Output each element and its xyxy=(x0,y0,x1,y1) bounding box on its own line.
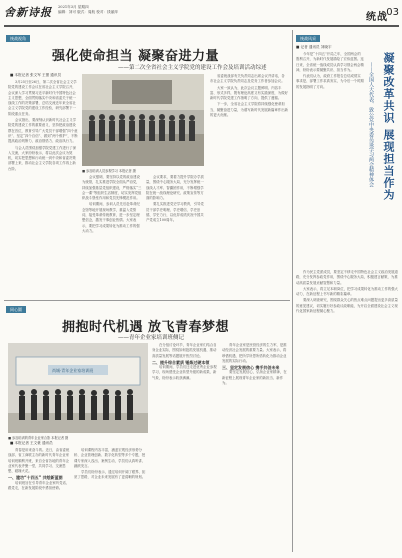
article1-byline: ■ 本报记者 张文军 王蕾 通讯员 xyxy=(10,73,62,77)
paragraph: 培训期间，学员们还走进优秀企业参观学习，现场感受企业转型升级的新成果、新气象，纷纷表示收获满满。 xyxy=(152,365,217,380)
banner-sign-text: 尚城·青年企业家培训班 xyxy=(52,368,94,373)
paragraph: 今年是“十四五”开局之年，全国两会的胜利召开，为新时代发展描绘了宏伟蓝图。连日来，全省统一战线成员认真学习领会两会精神，纷纷表示要凝聚共识、担当作为。 xyxy=(296,52,364,72)
issue-editors: 编辑：刘可 版式：周航 校对：钱丽萍 xyxy=(58,10,118,14)
paragraph: 培训课程内容丰富，涵盖宏观经济形势分析、企业管理创新、数字化转型等多个专题，授课专家深入浅出、案例生动，学员们认真听讲、踊跃发言。 xyxy=(74,448,146,468)
article2-tag: 同心圆 xyxy=(6,306,26,313)
article2-photo xyxy=(8,343,148,433)
issue-info xyxy=(58,5,178,15)
article2-title: 拥抱时代机遇 放飞青春梦想 xyxy=(62,320,230,335)
article2-subhead-2: 二、提升综合素质 锤炼过硬本领 xyxy=(152,359,210,365)
group-photo-illustration xyxy=(82,74,204,166)
paragraph: 省委统战部有关负责同志出席会议并讲话，各市社会主义学院负责同志及党务工作者参加会议。 xyxy=(210,74,285,84)
article3-byline: ■ 记者 通讯员 刘晓宇 xyxy=(296,45,332,49)
masthead xyxy=(0,0,402,27)
article1-title: 强化使命担当 凝聚奋进力量 xyxy=(52,49,220,64)
paragraph: 会议指出，要深刻认识新时代社会主义学院党的建设工作的重要意义，坚持把政治建设摆在首位，教育引导广大党员干部增强“四个意识”、坚定“四个自信”、做到“两个维护”，不断提高政治判断力、政治领悟力、政治执行力。 xyxy=(8,118,78,144)
page-number: 03 xyxy=(386,7,399,18)
column-divider xyxy=(292,30,293,552)
paragraph: 要坚定发展信心，弘扬企业家精神，在新征程上展现青年企业家的新担当、新作为。 xyxy=(222,370,287,386)
paragraph: 作为民主党派成员，要坚定不移走中国特色社会主义政治发展道路，充分发挥参政党作用，围绕中心服务大局，积极建言献策，为推动高质量发展贡献智慧和力量。 xyxy=(296,270,398,285)
article2-column-2 xyxy=(74,448,146,548)
article1-tag: 统战视角 xyxy=(6,35,30,42)
paragraph: 大家一致认为，此次会议主题鲜明、内容丰富、形式多样，既有理论高度又有实践深度，为做好新时代学院党建工作指明了方向，提供了遵循。 xyxy=(210,85,288,101)
article2-byline: ■ 本报记者 王文豪 通讯员 xyxy=(10,441,53,445)
paragraph: 会议要求，要着力提升学院办学质量，围绕中心服务大局，充分发挥统一战线人才库、智囊团作用，不断增强学院在统一战线理论研究、政策宣传等方面的影响力。 xyxy=(146,175,204,201)
paragraph: 大家表示，将立足本职岗位，把学习成果转化为推动工作的强大动力，在新征程上书写新的精彩篇章。 xyxy=(296,286,398,297)
paragraph: 培训期间，参训人员先后赴革命纪念馆等地开展现场教学，重温入党誓词，接受革命传统教育，进一步坚定理想信念，激发干事创业热情。大家表示，要把学习成果转化为推动工作的强大动力。 xyxy=(82,202,140,233)
article2-column-3 xyxy=(152,343,218,548)
article2-column-1 xyxy=(8,448,70,548)
article1-column-1 xyxy=(8,80,78,290)
article1-photo xyxy=(82,74,204,166)
article1-subtitle: ——第二次全省社会主义学院党的建设工作会及培训活动综述 xyxy=(118,65,267,71)
paragraph: 3月25日至26日，第二次全省社会主义学院党的建设工作会议在省社会主义学院召开，会议深入学习贯彻习近平新时代中国特色社会主义思想，全面贯彻落实中央和省委关于统一战线工作的决策部署，总结交流近年来全省社会主义学院党的建设工作经验，研究部署下一阶段重点任务。 xyxy=(8,80,77,116)
paragraph: 要深入调查研究，围绕群众关心的热点难点问题提出更多高质量的意见建议，切实履行好参政议政职能，为开启全面建设社会主义现代化国家新征程凝心聚力。 xyxy=(296,298,398,314)
article2-subhead-1: 一、建功“十四五” 共绘新蓝图 xyxy=(8,475,63,481)
article2-subtitle: ——青年企业家培训班侧记 xyxy=(118,335,185,341)
paragraph: 青年企业家是民营经济的生力军，是推动经济社会发展的重要力量。大家表示，将珍惜机遇，把所学所思所悟转化为推动企业发展的实际行动。 xyxy=(222,343,287,363)
group-photo-illustration xyxy=(8,343,148,433)
article3-tag: 统战风采 xyxy=(296,35,320,42)
article3-title: 凝聚改革共识 展现担当作为 xyxy=(382,52,395,201)
paragraph: 下一步，全省社会主义学院将持续强化使命担当，凝聚奋进力量，为谱写新时代发展新篇章作出新的更大贡献。 xyxy=(210,102,288,118)
article2-photo-caption: ■ 参加培训的青年企业家合影 本报记者 摄 xyxy=(8,436,69,440)
article1-column-4 xyxy=(210,74,288,294)
paragraph: 与会人员围绕加强学院党建工作进行了深入交流，大家纷纷表示，将以此次会议为契机，切实把思想和行动统一到中央和省委决策部署上来，推动社会主义学院各项工作再上新台阶。 xyxy=(8,145,77,171)
paragraph: 要扎实推进党史学习教育，引导党员干部学史明理、学史增信、学史崇德、学史力行，以优异成绩庆祝中国共产党成立100周年。 xyxy=(146,202,204,223)
article1-column-3 xyxy=(146,175,206,295)
article3-column-2 xyxy=(296,270,398,550)
masthead-rule xyxy=(4,25,399,27)
paragraph: 会议强调，要坚持以党的政治建设为统领，扎实推进学院全面从严治党，持续加强基层党组织建设，严格落实“三会一课”等组织生活制度，切实发挥党组织战斗堡垒作用和党员先锋模范作用。 xyxy=(82,175,142,201)
article3-column-1 xyxy=(296,52,364,264)
newspaper-logo: 舍新诗报 xyxy=(4,6,52,19)
section-title: 统战 xyxy=(366,12,388,23)
paragraph: 青春是用来奋斗的。近日，由省委统战部、省工商联主办的新时代青年企业家培训班顺利开班，来自全省各地的青年企业家代表齐聚一堂，共同学习、交流思想、碰撞火花。 xyxy=(8,448,70,474)
paragraph: 在分组讨论环节，青年企业家们结合自身企业实际，围绕如何抢抓发展机遇、推动高质量发展等话题展开热烈讨论。 xyxy=(152,343,217,358)
article1-column-2 xyxy=(82,175,142,295)
paragraph: 培训班旨在引导青年企业家听党话、跟党走，在新发展阶段中勇担使命。 xyxy=(8,480,70,491)
paragraph: 代表们认为，政府工作报告总结成绩实事求是、部署工作求真务实，为今后一个时期的发展指明了方向。 xyxy=(296,74,364,89)
section-divider xyxy=(4,300,290,301)
article3-subtitle: ——全国人大代表、致公党中央委员谈学习两会精神体会 xyxy=(368,62,374,187)
paragraph: 学员们纷纷表示，通过培训开阔了眼界、拓宽了思路，对企业未来发展有了更清晰的规划。 xyxy=(74,470,146,480)
article2-column-4 xyxy=(222,343,288,548)
article1-photo-caption: ■ 参加培训人员参观学习 本报记者 摄 xyxy=(82,169,136,173)
issue-date: 2021年3月 星期四 xyxy=(58,5,89,9)
article2-subhead-3: 三、坚定发展信心 携手共创未来 xyxy=(222,365,280,371)
